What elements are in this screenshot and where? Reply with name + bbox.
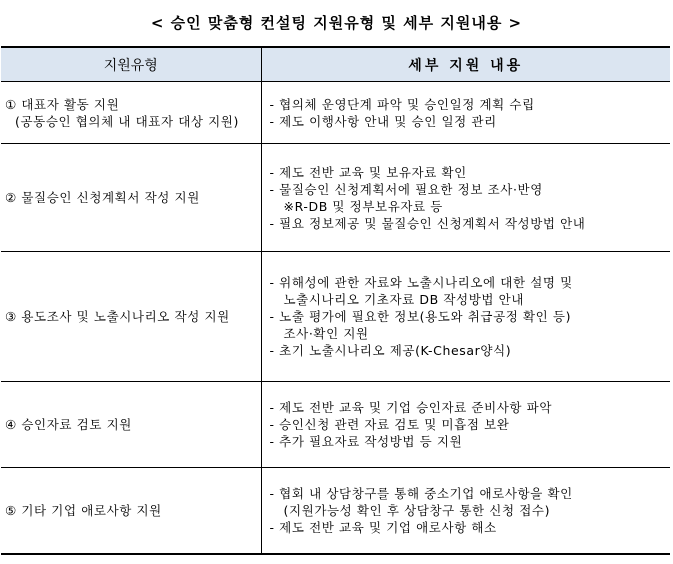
table-row: [1, 144, 670, 252]
table-row: [1, 82, 670, 144]
table-header-row: [1, 47, 670, 82]
detail-line: - 제도 전반 교육 및 보유자료 확인: [269, 164, 467, 180]
support-type-cell: [1, 382, 261, 468]
detail-line: - 제도 전반 교육 및 기업 애로사항 해소: [269, 519, 497, 535]
detail-line: - 승인신청 관련 자료 검토 및 미흡점 보완: [269, 417, 510, 432]
support-type-label: ④ 승인자료 검토 지원: [5, 417, 132, 432]
detail-cell: [261, 82, 670, 144]
detail-line-continued: 조사·확인 지원: [283, 326, 369, 341]
detail-line: - 협의체 운영단계 파악 및 승인일정 계획 수립: [269, 96, 535, 112]
table-row: [1, 252, 670, 382]
support-type-cell: [1, 144, 261, 252]
detail-line: - 제도 전반 교육 및 기업 승인자료 준비사항 파악: [269, 400, 553, 415]
detail-cell: [261, 382, 670, 468]
detail-line: - 제도 이행사항 안내 및 승인 일정 관리: [269, 113, 497, 129]
support-type-cell: [1, 82, 261, 144]
detail-line: - 협회 내 상담창구를 통해 중소기업 애로사항을 확인: [269, 485, 573, 501]
detail-line: - 물질승인 신청계획서에 필요한 정보 조사·반영: [269, 181, 543, 197]
detail-line: - 필요 정보제공 및 물질승인 신청계획서 작성방법 안내: [269, 215, 586, 231]
detail-line-continued: 노출시나리오 기초자료 DB 작성방법 안내: [283, 292, 524, 307]
support-type-cell: [1, 468, 261, 554]
support-type-label: ② 물질승인 신청계획서 작성 지원: [5, 190, 200, 205]
support-type-note: (공동승인 협의체 내 대표자 대상 지원): [15, 113, 239, 129]
detail-line: - 추가 필요자료 작성방법 등 지원: [269, 434, 463, 449]
table-row: [1, 468, 670, 554]
detail-note: ※R-DB 및 정부보유자료 등: [283, 198, 443, 214]
detail-line: - 노출 평가에 필요한 정보(용도와 취급공정 확인 등): [269, 309, 572, 324]
detail-line: - 초기 노출시나리오 제공(K-Chesar양식): [269, 343, 512, 358]
support-type-label: ③ 용도조사 및 노출시나리오 작성 지원: [5, 309, 230, 324]
detail-cell: [261, 252, 670, 382]
header-type: 지원유형: [1, 47, 261, 82]
page-title: < 승인 맞춤형 컨설팅 지원유형 및 세부 지원내용 >: [150, 14, 523, 32]
detail-line: - 위해성에 관한 자료와 노출시나리오에 대한 설명 및: [269, 275, 573, 290]
support-type-cell: [1, 252, 261, 382]
support-type-label: ⑤ 기타 기업 애로사항 지원: [5, 502, 162, 518]
detail-cell: [261, 144, 670, 252]
support-table: [1, 46, 670, 555]
header-detail: 세부 지원 내용: [261, 47, 670, 82]
table-row: [1, 382, 670, 468]
support-type-label: ① 대표자 활동 지원: [5, 96, 120, 112]
detail-cell: [261, 468, 670, 554]
detail-line-continued: (지원가능성 확인 후 상담창구 통한 신청 접수): [283, 502, 551, 518]
